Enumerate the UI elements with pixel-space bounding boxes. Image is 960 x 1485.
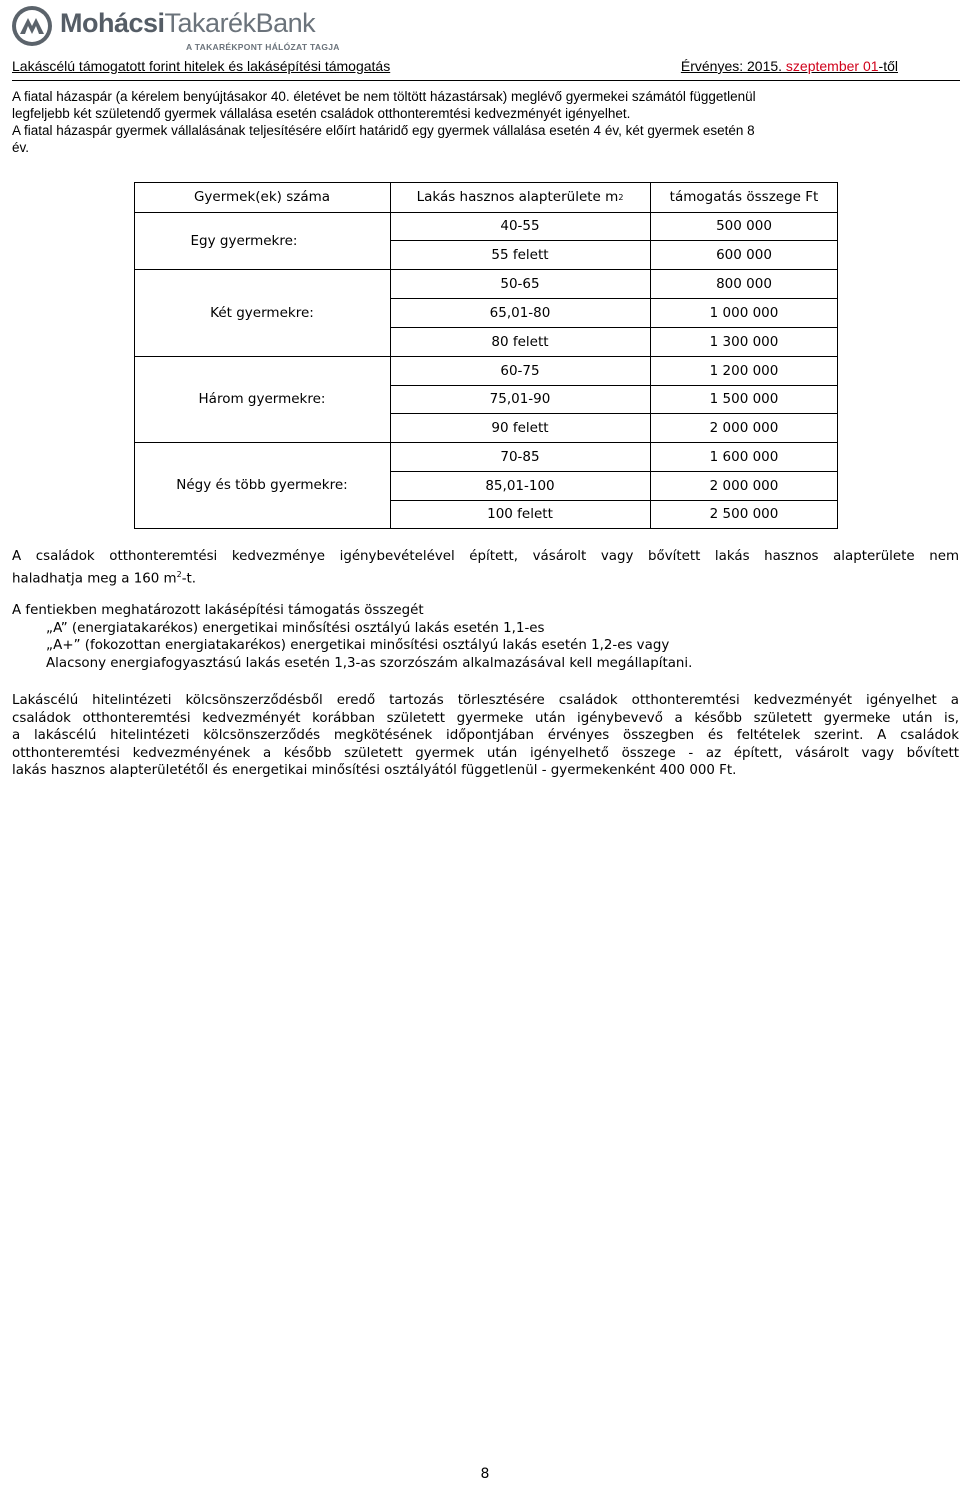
- paragraph-line: otthonteremtési kedvezményének a később született gyermek után igényelhető összege - az épített, vásárolt vagy bővített: [12, 745, 959, 761]
- table-cell-area: 60-75: [500, 362, 540, 379]
- paragraph-line: Alacsony energiafogyasztású lakás esetén 1,3-as szorzószám alkalmazásával kell megállapítani.: [46, 655, 693, 671]
- intro-line: legfeljebb két születendő gyermek vállalása esetén családok otthonteremtési kedvezményét igényelhet.: [12, 106, 631, 121]
- table-cell-amount: 2 500 000: [709, 506, 779, 522]
- paragraph-line: A családok otthonteremtési kedvezménye igénybevételével épített, vásárolt vagy bővített lakás hasznos alapterülete nem: [12, 549, 959, 564]
- support-amount-table: [134, 182, 838, 529]
- paragraph-line: „A” (energiatakarékos) energetikai minősítési osztályú lakás esetén 1,1-es: [46, 620, 545, 636]
- bank-logo: [10, 4, 340, 54]
- paragraph-line: a lakáscélú hitelintézeti kölcsönszerződés megkötésének időpontjában érvényes összegben és feltételek szerint. A családok: [12, 728, 959, 743]
- table-cell-amount: 1 000 000: [709, 304, 779, 321]
- bank-logo-tagline: A TAKARÉKPONT HÁLÓZAT TAGJA: [186, 42, 340, 52]
- table-cell-area: 50-65: [500, 275, 540, 292]
- bank-logo-mark-icon: [10, 4, 54, 48]
- table-cell-area: 85,01-100: [485, 477, 555, 494]
- table-cell-area: 55 felett: [491, 246, 549, 263]
- header-rule: [12, 80, 960, 81]
- validity-date: Érvényes: 2015. szeptember 01-től: [680, 58, 898, 74]
- intro-line: A fiatal házaspár gyermek vállalásának teljesítésére előírt határidő egy gyermek vállalása esetén 4 év, két gyermek esetén 8: [12, 123, 755, 138]
- paragraph-line: A fentiekben meghatározott lakásépítési támogatás összegét: [12, 603, 424, 618]
- table-cell-amount: 2 000 000: [709, 419, 779, 436]
- table-header-children: Gyermek(ek) száma: [193, 189, 331, 205]
- intro-paragraph: [12, 88, 959, 156]
- table-cell-amount: 500 000: [716, 218, 772, 234]
- page-number: 8: [480, 1466, 490, 1482]
- table-cell-amount: 600 000: [716, 246, 772, 263]
- intro-line: A fiatal házaspár (a kérelem benyújtásakor 40. életévet be nem töltött házastársak) meglévő gyermekei számától függetlenül: [12, 89, 756, 104]
- area-limit-paragraph: [12, 548, 959, 587]
- table-group-label: Egy gyermekre:: [190, 232, 298, 249]
- table-group-label: Négy és több gyermekre:: [176, 477, 348, 493]
- table-cell-area: 100 felett: [487, 506, 553, 522]
- intro-line: év.: [12, 140, 30, 155]
- table-cell-area: 75,01-90: [489, 391, 551, 407]
- table-header-amount: támogatás összege Ft: [669, 189, 819, 205]
- table-cell-area: 90 felett: [491, 419, 549, 436]
- table-cell-amount: 800 000: [716, 275, 772, 292]
- table-cell-area: 80 felett: [491, 333, 549, 350]
- paragraph-line: Lakáscélú hitelintézeti kölcsönszerződésből eredő tartozás törlesztésére családok otthonteremtési kedvezményét igényelhet a: [12, 693, 959, 708]
- bank-logo-wordmark: MohácsiTakarékBank: [60, 8, 316, 38]
- table-cell-amount: 1 300 000: [709, 333, 779, 350]
- document-title: Lakáscélú támogatott forint hitelek és lakásépítési támogatás: [12, 58, 391, 74]
- table-group-label: Három gyermekre:: [198, 391, 326, 407]
- table-header-floor-area: Lakás hasznos alapterülete m 2: [416, 189, 624, 205]
- paragraph-line: családok otthonteremtési kedvezményét korábban született gyermeke után igénybevevő a később született gyermeke után is,: [12, 710, 959, 726]
- paragraph-line: haladhatja meg a 160 $m^2-t$.: [12, 569, 197, 586]
- table-cell-amount: 2 000 000: [709, 477, 779, 494]
- table-cell-amount: 1 600 000: [709, 448, 779, 465]
- table-group-label: Két gyermekre:: [210, 304, 314, 321]
- table-cell-amount: 1 200 000: [709, 362, 779, 379]
- energy-multiplier-paragraph: [12, 602, 959, 672]
- table-cell-area: 40-55: [500, 218, 540, 234]
- loan-repayment-paragraph: [12, 692, 959, 780]
- table-cell-area: 70-85: [500, 448, 540, 465]
- table-cell-amount: 1 500 000: [709, 391, 779, 407]
- paragraph-line: „A+” (fokozottan energiatakarékos) energetikai minősítési osztályú lakás esetén 1,2-es vagy: [46, 638, 670, 653]
- paragraph-line: lakás hasznos alapterületétől és energetikai minősítési osztályától függetlenül - gyermekenként 400 000 Ft.: [12, 763, 737, 778]
- table-cell-area: 65,01-80: [489, 304, 551, 321]
